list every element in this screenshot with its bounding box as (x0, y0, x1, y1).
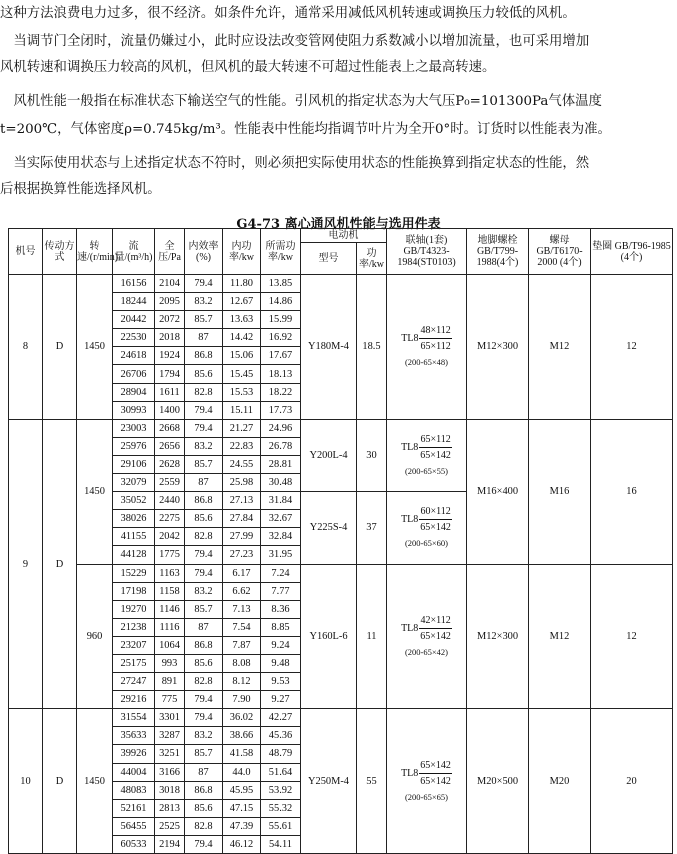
efficiency-cell: 87 (185, 618, 223, 636)
paragraph-line: 当实际使用状态与上述指定状态不符时，则必须把实际使用状态的性能换算到指定状态的性能，然 (0, 156, 590, 171)
coupling-denominator: 65×142 (420, 522, 451, 534)
efficiency-cell: 85.6 (185, 654, 223, 672)
drive-cell: D (43, 709, 77, 854)
coupling-note: (200-65×48) (404, 357, 449, 368)
coupling-denominator: 65×142 (420, 449, 451, 461)
internal-power-cell: 7.87 (223, 636, 261, 654)
coupling-fraction (419, 432, 452, 463)
pressure-cell: 2042 (155, 528, 185, 546)
header-washer: 垫圈 GB/T96-1985 (4个) (591, 229, 673, 275)
flow-cell: 48083 (113, 781, 155, 799)
flow-cell: 18244 (113, 293, 155, 311)
internal-power-cell: 7.13 (223, 600, 261, 618)
header-internal-power: 内功率/kw (223, 229, 261, 275)
required-power-cell: 9.24 (261, 636, 301, 654)
required-power-cell: 26.78 (261, 437, 301, 455)
paragraph-line: 风机转速和调换压力较高的风机，但风机的最大转速不可超过性能表上之最高转速。 (0, 60, 496, 75)
efficiency-cell: 85.6 (185, 510, 223, 528)
motor-power-cell: 37 (357, 492, 387, 564)
nut-cell: M12 (529, 564, 591, 709)
washer-cell: 12 (591, 564, 673, 709)
pressure-cell: 2525 (155, 817, 185, 835)
internal-power-cell: 7.90 (223, 691, 261, 709)
efficiency-cell: 87 (185, 763, 223, 781)
efficiency-cell: 79.4 (185, 564, 223, 582)
internal-power-cell: 7.54 (223, 618, 261, 636)
table-row (9, 419, 673, 437)
motor-type-cell: Y160L-6 (301, 564, 357, 709)
efficiency-cell: 85.7 (185, 745, 223, 763)
flow-cell: 15229 (113, 564, 155, 582)
coupling-prefix: TL8 (401, 514, 419, 526)
efficiency-cell: 79.4 (185, 546, 223, 564)
pressure-cell: 3166 (155, 763, 185, 781)
coupling-prefix: TL8 (401, 441, 419, 453)
required-power-cell: 42.27 (261, 709, 301, 727)
internal-power-cell: 21.27 (223, 419, 261, 437)
flow-cell: 38026 (113, 510, 155, 528)
flow-cell: 26706 (113, 365, 155, 383)
motor-type-cell: Y250M-4 (301, 709, 357, 854)
efficiency-cell: 87 (185, 474, 223, 492)
anchor-bolt-cell: M12×300 (467, 564, 529, 709)
internal-power-cell: 15.11 (223, 401, 261, 419)
flow-cell: 35052 (113, 492, 155, 510)
pressure-cell: 2656 (155, 437, 185, 455)
motor-type-cell: Y200L-4 (301, 419, 357, 491)
paragraph-line: 这种方法浪费电力过多，很不经济。如条件允许，通常采用减低风机转速或调换压力较低的风机。 (0, 6, 576, 21)
coupling-fraction (419, 504, 452, 535)
efficiency-cell: 83.2 (185, 582, 223, 600)
internal-power-cell: 22.83 (223, 437, 261, 455)
efficiency-cell: 87 (185, 329, 223, 347)
pressure-cell: 2018 (155, 329, 185, 347)
internal-power-cell: 27.23 (223, 546, 261, 564)
anchor-bolt-cell: M12×300 (467, 275, 529, 420)
required-power-cell: 30.48 (261, 474, 301, 492)
efficiency-cell: 86.8 (185, 636, 223, 654)
required-power-cell: 32.84 (261, 528, 301, 546)
efficiency-cell: 86.8 (185, 492, 223, 510)
efficiency-cell: 79.4 (185, 419, 223, 437)
flow-cell: 19270 (113, 600, 155, 618)
required-power-cell: 18.13 (261, 365, 301, 383)
pressure-cell: 1163 (155, 564, 185, 582)
motor-power-cell: 30 (357, 419, 387, 491)
coupling-numerator: 65×112 (419, 432, 452, 448)
pressure-cell: 3301 (155, 709, 185, 727)
motor-power-cell: 55 (357, 709, 387, 854)
model-no-cell: 10 (9, 709, 43, 854)
required-power-cell: 16.92 (261, 329, 301, 347)
header-nut: 螺母 GB/T6170-2000 (4个) (529, 229, 591, 275)
flow-cell: 31554 (113, 709, 155, 727)
flow-cell: 23003 (113, 419, 155, 437)
required-power-cell: 8.36 (261, 600, 301, 618)
efficiency-cell: 79.4 (185, 275, 223, 293)
internal-power-cell: 14.42 (223, 329, 261, 347)
internal-power-cell: 47.15 (223, 799, 261, 817)
efficiency-cell: 82.8 (185, 817, 223, 835)
efficiency-cell: 82.8 (185, 528, 223, 546)
pressure-cell: 2194 (155, 835, 185, 853)
model-no-cell: 8 (9, 275, 43, 420)
pressure-cell: 2559 (155, 474, 185, 492)
flow-cell: 29106 (113, 455, 155, 473)
speed-cell: 1450 (77, 275, 113, 420)
coupling-note: (200-65×60) (404, 538, 449, 549)
required-power-cell: 9.27 (261, 691, 301, 709)
efficiency-cell: 79.4 (185, 691, 223, 709)
flow-cell: 25175 (113, 654, 155, 672)
coupling-prefix: TL8 (401, 622, 419, 634)
pressure-cell: 3251 (155, 745, 185, 763)
required-power-cell: 7.77 (261, 582, 301, 600)
coupling-denominator: 65×142 (420, 775, 451, 787)
pressure-cell: 891 (155, 673, 185, 691)
efficiency-cell: 85.7 (185, 600, 223, 618)
internal-power-cell: 36.02 (223, 709, 261, 727)
required-power-cell: 15.99 (261, 311, 301, 329)
coupling-prefix: TL8 (401, 333, 419, 345)
paragraph-line: 当调节门全闭时，流量仍嫌过小，此时应设法改变管网使阻力系数减小以增加流量，也可采用增加 (0, 34, 590, 49)
header-coupling: 联轴(1套) GB/T4323-1984(ST0103) (387, 229, 467, 275)
efficiency-cell: 85.6 (185, 799, 223, 817)
flow-cell: 20442 (113, 311, 155, 329)
model-no-cell: 9 (9, 419, 43, 709)
motor-power-cell: 11 (357, 564, 387, 709)
flow-cell: 35633 (113, 727, 155, 745)
flow-cell: 25976 (113, 437, 155, 455)
coupling-fraction (419, 613, 452, 644)
coupling-numerator: 42×112 (419, 613, 452, 629)
table-row (9, 275, 673, 293)
pressure-cell: 1158 (155, 582, 185, 600)
required-power-cell: 45.36 (261, 727, 301, 745)
flow-cell: 39926 (113, 745, 155, 763)
nut-cell: M16 (529, 419, 591, 564)
header-model-no: 机号 (9, 229, 43, 275)
required-power-cell: 13.85 (261, 275, 301, 293)
required-power-cell: 24.96 (261, 419, 301, 437)
internal-power-cell: 11.80 (223, 275, 261, 293)
header-drive: 传动方式 (43, 229, 77, 275)
flow-cell: 21238 (113, 618, 155, 636)
internal-power-cell: 15.06 (223, 347, 261, 365)
washer-cell: 20 (591, 709, 673, 854)
coupling-fraction (419, 323, 451, 354)
header-pressure: 全压/Pa (155, 229, 185, 275)
internal-power-cell: 45.95 (223, 781, 261, 799)
coupling-note: (200-65×65) (404, 791, 449, 802)
internal-power-cell: 24.55 (223, 455, 261, 473)
drive-cell: D (43, 419, 77, 709)
coupling-numerator: 60×112 (419, 504, 452, 520)
coupling-note: (200-65×55) (404, 465, 449, 476)
internal-power-cell: 38.66 (223, 727, 261, 745)
pressure-cell: 3287 (155, 727, 185, 745)
required-power-cell: 17.73 (261, 401, 301, 419)
required-power-cell: 55.32 (261, 799, 301, 817)
required-power-cell: 31.95 (261, 546, 301, 564)
flow-cell: 44128 (113, 546, 155, 564)
pressure-cell: 1116 (155, 618, 185, 636)
internal-power-cell: 15.45 (223, 365, 261, 383)
coupling-prefix: TL8 (401, 767, 419, 779)
table-row (9, 564, 673, 582)
internal-power-cell: 6.62 (223, 582, 261, 600)
paragraph-line: 风机性能一般指在标准状态下输送空气的性能。引风机的指定状态为大气压P₀=101300Pa气体温度 (0, 94, 602, 109)
required-power-cell: 31.84 (261, 492, 301, 510)
pressure-cell: 2104 (155, 275, 185, 293)
required-power-cell: 14.86 (261, 293, 301, 311)
required-power-cell: 32.67 (261, 510, 301, 528)
required-power-cell: 55.61 (261, 817, 301, 835)
anchor-bolt-cell: M16×400 (467, 419, 529, 564)
pressure-cell: 2628 (155, 455, 185, 473)
flow-cell: 16156 (113, 275, 155, 293)
required-power-cell: 18.22 (261, 383, 301, 401)
required-power-cell: 7.24 (261, 564, 301, 582)
header-motor: 电动机 (301, 229, 387, 243)
required-power-cell: 53.92 (261, 781, 301, 799)
nut-cell: M12 (529, 275, 591, 420)
internal-power-cell: 12.67 (223, 293, 261, 311)
pressure-cell: 1064 (155, 636, 185, 654)
required-power-cell: 48.79 (261, 745, 301, 763)
pressure-cell: 1924 (155, 347, 185, 365)
coupling-note: (200-65×42) (404, 646, 449, 657)
required-power-cell: 9.48 (261, 654, 301, 672)
table-row (9, 709, 673, 727)
anchor-bolt-cell: M20×500 (467, 709, 529, 854)
coupling-numerator: 65×142 (419, 758, 452, 774)
required-power-cell: 9.53 (261, 673, 301, 691)
internal-power-cell: 27.13 (223, 492, 261, 510)
pressure-cell: 775 (155, 691, 185, 709)
paragraph-line: 后根据换算性能选择风机。 (0, 182, 161, 197)
coupling-numerator: 48×112 (419, 323, 451, 339)
internal-power-cell: 8.12 (223, 673, 261, 691)
required-power-cell: 17.67 (261, 347, 301, 365)
required-power-cell: 54.11 (261, 835, 301, 853)
header-motor-power: 功率/kw (357, 243, 387, 275)
table-title: G4-73 离心通风机性能与选用件表 (236, 217, 441, 232)
internal-power-cell: 44.0 (223, 763, 261, 781)
internal-power-cell: 41.58 (223, 745, 261, 763)
coupling-cell (387, 564, 467, 709)
washer-cell: 12 (591, 275, 673, 420)
internal-power-cell: 8.08 (223, 654, 261, 672)
flow-cell: 17198 (113, 582, 155, 600)
flow-cell: 56455 (113, 817, 155, 835)
flow-cell: 30993 (113, 401, 155, 419)
pressure-cell: 1146 (155, 600, 185, 618)
efficiency-cell: 83.2 (185, 293, 223, 311)
header-speed: 转速/(r/min) (77, 229, 113, 275)
header-anchor-bolt: 地脚螺栓 GB/T799-1988(4个) (467, 229, 529, 275)
speed-cell: 1450 (77, 419, 113, 564)
efficiency-cell: 85.7 (185, 311, 223, 329)
flow-cell: 52161 (113, 799, 155, 817)
header-flow: 流量/(m³/h) (113, 229, 155, 275)
motor-type-cell: Y180M-4 (301, 275, 357, 420)
pressure-cell: 2095 (155, 293, 185, 311)
pressure-cell: 2668 (155, 419, 185, 437)
required-power-cell: 51.64 (261, 763, 301, 781)
nut-cell: M20 (529, 709, 591, 854)
fan-performance-table (8, 228, 673, 854)
header-required-power: 所需功率/kw (261, 229, 301, 275)
internal-power-cell: 27.84 (223, 510, 261, 528)
efficiency-cell: 82.8 (185, 673, 223, 691)
pressure-cell: 3018 (155, 781, 185, 799)
flow-cell: 22530 (113, 329, 155, 347)
efficiency-cell: 79.4 (185, 401, 223, 419)
efficiency-cell: 79.4 (185, 835, 223, 853)
efficiency-cell: 79.4 (185, 709, 223, 727)
flow-cell: 28904 (113, 383, 155, 401)
pressure-cell: 993 (155, 654, 185, 672)
efficiency-cell: 85.6 (185, 365, 223, 383)
flow-cell: 29216 (113, 691, 155, 709)
flow-cell: 23207 (113, 636, 155, 654)
pressure-cell: 2072 (155, 311, 185, 329)
efficiency-cell: 83.2 (185, 437, 223, 455)
flow-cell: 41155 (113, 528, 155, 546)
internal-power-cell: 15.53 (223, 383, 261, 401)
flow-cell: 60533 (113, 835, 155, 853)
efficiency-cell: 85.7 (185, 455, 223, 473)
internal-power-cell: 13.63 (223, 311, 261, 329)
coupling-cell (387, 492, 467, 564)
pressure-cell: 1775 (155, 546, 185, 564)
required-power-cell: 28.81 (261, 455, 301, 473)
internal-power-cell: 27.99 (223, 528, 261, 546)
drive-cell: D (43, 275, 77, 420)
motor-type-cell: Y225S-4 (301, 492, 357, 564)
coupling-denominator: 65×142 (420, 630, 451, 642)
pressure-cell: 1400 (155, 401, 185, 419)
motor-power-cell: 18.5 (357, 275, 387, 420)
coupling-denominator: 65×112 (420, 341, 451, 353)
coupling-fraction (419, 758, 452, 789)
efficiency-cell: 86.8 (185, 347, 223, 365)
pressure-cell: 2813 (155, 799, 185, 817)
washer-cell: 16 (591, 419, 673, 564)
flow-cell: 32079 (113, 474, 155, 492)
coupling-cell (387, 709, 467, 854)
pressure-cell: 1794 (155, 365, 185, 383)
header-efficiency: 内效率(%) (185, 229, 223, 275)
paragraph-line: t=200℃，气体密度ρ=0.745kg/m³。性能表中性能均指调节叶片为全开0°时。订货时以性能表为准。 (0, 122, 611, 137)
pressure-cell: 2275 (155, 510, 185, 528)
flow-cell: 24618 (113, 347, 155, 365)
pressure-cell: 1611 (155, 383, 185, 401)
header-motor-type: 型号 (301, 243, 357, 275)
efficiency-cell: 82.8 (185, 383, 223, 401)
speed-cell: 960 (77, 564, 113, 709)
efficiency-cell: 83.2 (185, 727, 223, 745)
flow-cell: 27247 (113, 673, 155, 691)
coupling-cell (387, 419, 467, 491)
pressure-cell: 2440 (155, 492, 185, 510)
internal-power-cell: 47.39 (223, 817, 261, 835)
required-power-cell: 8.85 (261, 618, 301, 636)
efficiency-cell: 86.8 (185, 781, 223, 799)
internal-power-cell: 6.17 (223, 564, 261, 582)
internal-power-cell: 25.98 (223, 474, 261, 492)
flow-cell: 44004 (113, 763, 155, 781)
coupling-cell (387, 275, 467, 420)
speed-cell: 1450 (77, 709, 113, 854)
internal-power-cell: 46.12 (223, 835, 261, 853)
